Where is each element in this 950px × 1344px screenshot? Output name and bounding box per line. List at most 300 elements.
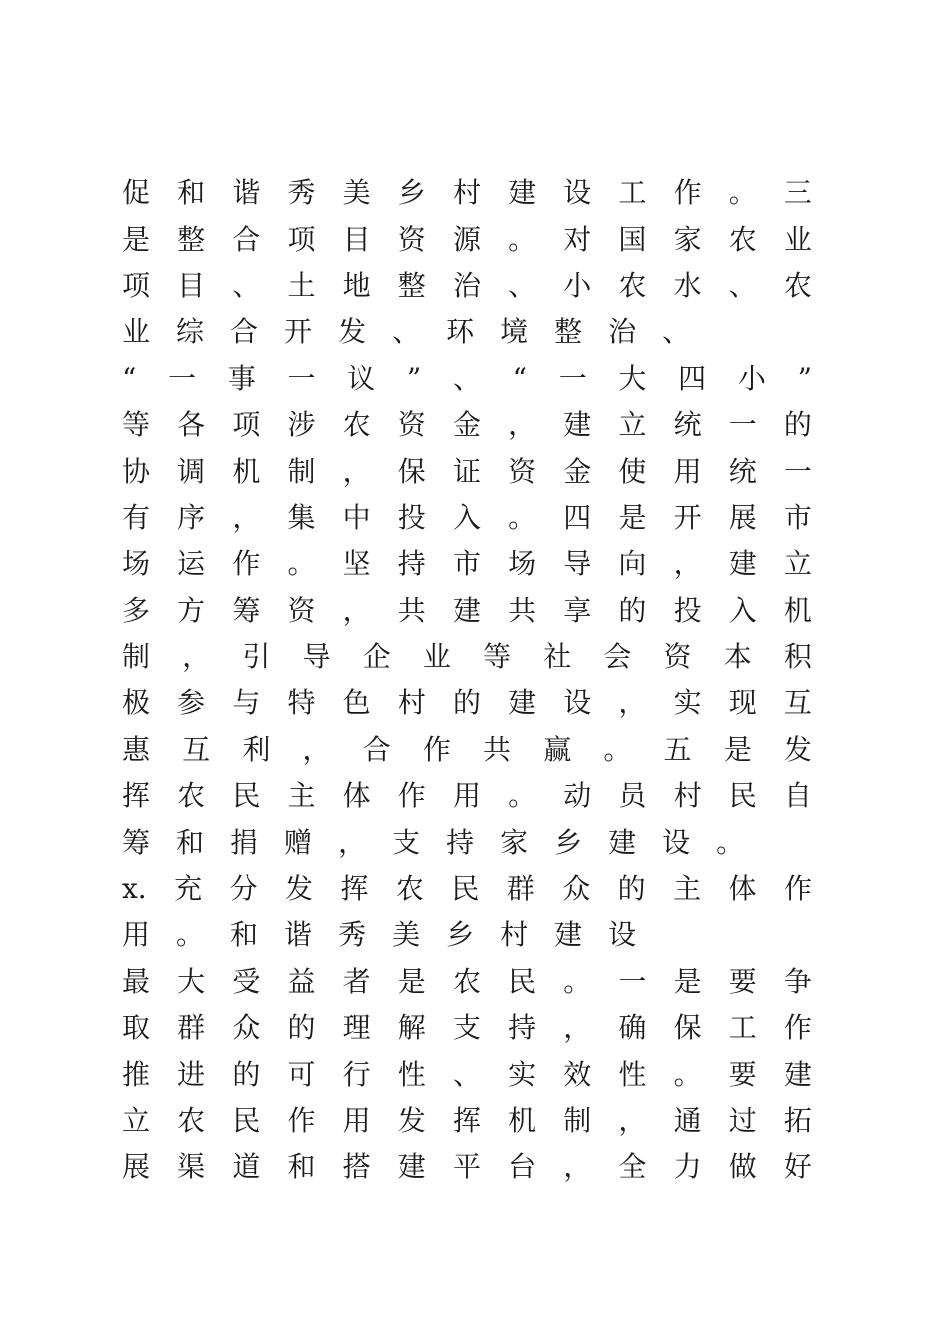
glyph: 秀 (338, 918, 367, 952)
glyph: 、 (452, 361, 481, 395)
glyph: 民 (508, 964, 537, 998)
text-line (122, 634, 812, 680)
glyph: 渠 (177, 1150, 206, 1184)
glyph: 参 (177, 686, 206, 720)
glyph: 效 (563, 1057, 592, 1091)
glyph: 体 (728, 872, 757, 906)
glyph: 民 (232, 779, 261, 813)
glyph: 序 (177, 500, 206, 534)
glyph: 农 (342, 408, 371, 442)
glyph: 乡 (446, 918, 475, 952)
glyph: ， (182, 640, 211, 674)
glyph: 统 (673, 408, 702, 442)
glyph: 多 (122, 593, 151, 627)
glyph: 建 (554, 918, 583, 952)
glyph: 一 (618, 964, 647, 998)
glyph: 市 (783, 500, 812, 534)
glyph: 主 (287, 779, 316, 813)
text-line (122, 448, 812, 494)
glyph: 立 (783, 547, 812, 581)
glyph: 事 (227, 361, 256, 395)
glyph: x. (122, 872, 147, 906)
glyph: 入 (728, 593, 757, 627)
glyph: 保 (397, 454, 426, 488)
glyph: 和 (287, 1150, 316, 1184)
glyph: 村 (673, 779, 702, 813)
glyph: 动 (563, 779, 592, 813)
glyph: 可 (287, 1057, 316, 1091)
glyph: 市 (452, 547, 481, 581)
glyph: 和 (177, 176, 206, 210)
glyph: ， (342, 454, 371, 488)
glyph: 大 (618, 361, 647, 395)
glyph: 的 (617, 872, 646, 906)
glyph: 、 (728, 268, 757, 302)
glyph: 。 (508, 222, 537, 256)
glyph: 员 (618, 779, 647, 813)
glyph: 是 (397, 964, 426, 998)
glyph: 调 (177, 454, 206, 488)
glyph: 持 (397, 547, 426, 581)
glyph: 投 (673, 593, 702, 627)
glyph: 秀 (287, 176, 316, 210)
glyph: 争 (783, 964, 812, 998)
glyph: ， (673, 547, 702, 581)
glyph: 农 (618, 268, 647, 302)
text-line (122, 727, 812, 773)
glyph: 用 (452, 779, 481, 813)
glyph: 一 (728, 408, 757, 442)
glyph: 作 (287, 1104, 316, 1137)
glyph: 运 (177, 547, 206, 581)
glyph: ， (618, 686, 647, 720)
glyph: 环 (446, 315, 475, 349)
glyph: 建 (397, 1150, 426, 1184)
glyph: 、 (392, 315, 421, 349)
glyph: 共 (397, 593, 426, 627)
glyph: 做 (728, 1150, 757, 1184)
glyph: 农 (395, 872, 424, 906)
glyph: 本 (723, 640, 752, 674)
glyph: 整 (554, 315, 583, 349)
glyph: 确 (618, 1011, 647, 1045)
glyph: 拓 (783, 1104, 812, 1137)
glyph: 美 (392, 918, 421, 952)
glyph: 设 (563, 176, 592, 210)
text-line (122, 495, 812, 541)
glyph: 资 (397, 408, 426, 442)
text-line (122, 959, 812, 1005)
glyph: 赠 (284, 825, 313, 859)
glyph: 民 (451, 872, 480, 906)
glyph: 的 (618, 593, 647, 627)
glyph: 众 (232, 1011, 261, 1045)
glyph: 民 (232, 1104, 261, 1137)
glyph: 的 (783, 408, 812, 442)
glyph: 村 (397, 686, 426, 720)
glyph: 等 (122, 408, 151, 442)
glyph: 推 (122, 1057, 151, 1091)
glyph: 建 (452, 593, 481, 627)
glyph: 发 (285, 872, 314, 906)
glyph: 受 (232, 964, 261, 998)
text-line (122, 773, 812, 819)
glyph: 互 (783, 686, 812, 720)
glyph: 现 (728, 686, 757, 720)
glyph: 金 (452, 408, 481, 442)
glyph: 实 (673, 686, 702, 720)
text-line (122, 866, 812, 912)
glyph: 水 (673, 268, 702, 302)
glyph: 建 (508, 686, 537, 720)
text-line (122, 680, 812, 726)
glyph: 捐 (230, 825, 259, 859)
glyph: 享 (563, 593, 592, 627)
text-line (122, 263, 812, 309)
glyph: 赢 (543, 732, 572, 766)
glyph: 展 (728, 500, 757, 534)
glyph: 互 (182, 732, 211, 766)
glyph: 要 (728, 964, 757, 998)
glyph: 设 (662, 825, 691, 859)
glyph: 入 (452, 500, 481, 534)
glyph: 一 (287, 361, 316, 395)
glyph: 综 (176, 315, 205, 349)
glyph: 场 (122, 547, 151, 581)
glyph: 是 (673, 964, 702, 998)
glyph: 农 (177, 1104, 206, 1137)
glyph: 。 (563, 964, 592, 998)
glyph: 中 (342, 500, 371, 534)
text-line (122, 170, 812, 216)
glyph: 挥 (452, 1104, 481, 1137)
glyph: 一 (783, 454, 812, 488)
glyph: 。 (287, 547, 316, 581)
glyph: 业 (422, 640, 451, 674)
glyph: 最 (122, 964, 151, 998)
glyph: 业 (783, 222, 812, 256)
glyph: 解 (397, 1011, 426, 1045)
glyph: 积 (783, 640, 812, 674)
glyph: 一 (168, 361, 197, 395)
glyph: 作 (783, 1011, 812, 1045)
glyph: 要 (728, 1057, 757, 1091)
glyph: 三 (783, 176, 812, 210)
glyph: 进 (177, 1057, 206, 1091)
glyph: 理 (342, 1011, 371, 1045)
glyph: 、 (232, 268, 261, 302)
glyph: 、 (452, 1057, 481, 1091)
glyph: 过 (728, 1104, 757, 1137)
glyph: 村 (500, 918, 529, 952)
glyph: 统 (728, 454, 757, 488)
glyph: 合 (362, 732, 391, 766)
glyph: 者 (342, 964, 371, 998)
glyph: 用 (342, 1104, 371, 1137)
glyph: 机 (232, 454, 261, 488)
glyph: ， (508, 408, 537, 442)
glyph: 作 (232, 547, 261, 581)
glyph: 用 (122, 918, 151, 952)
glyph: 开 (673, 500, 702, 534)
glyph: ， (302, 732, 331, 766)
glyph: 家 (500, 825, 529, 859)
glyph: 发 (338, 315, 367, 349)
glyph: 地 (342, 268, 371, 302)
glyph: 发 (397, 1104, 426, 1137)
glyph: 等 (483, 640, 512, 674)
glyph: 业 (122, 315, 151, 349)
glyph: 作 (397, 779, 426, 813)
glyph: 建 (728, 547, 757, 581)
document-body-text (122, 170, 812, 1191)
glyph: 力 (673, 1150, 702, 1184)
glyph: 立 (618, 408, 647, 442)
glyph: 国 (618, 222, 647, 256)
glyph: 实 (508, 1057, 537, 1091)
glyph: 美 (342, 176, 371, 210)
glyph: 、 (508, 268, 537, 302)
glyph: 方 (177, 593, 206, 627)
glyph: 保 (673, 1011, 702, 1045)
glyph: 制 (122, 640, 151, 674)
glyph: 行 (342, 1057, 371, 1091)
glyph: 。 (508, 779, 537, 813)
glyph: 、 (662, 315, 691, 349)
glyph: 众 (562, 872, 591, 906)
glyph: 搭 (342, 1150, 371, 1184)
glyph: 是 (618, 500, 647, 534)
text-line (122, 819, 812, 865)
glyph: 建 (783, 1057, 812, 1091)
text-line (122, 1005, 812, 1051)
glyph: ， (232, 500, 261, 534)
glyph: 议 (347, 361, 376, 395)
glyph: 资 (287, 593, 316, 627)
glyph: 建 (563, 408, 592, 442)
glyph: 建 (508, 176, 537, 210)
glyph: 道 (232, 1150, 261, 1184)
glyph: 整 (177, 222, 206, 256)
glyph: 治 (452, 268, 481, 302)
glyph: 村 (452, 176, 481, 210)
text-line (122, 402, 812, 448)
glyph: 挥 (122, 779, 151, 813)
glyph: 农 (177, 779, 206, 813)
glyph: 发 (783, 732, 812, 766)
glyph: ， (342, 593, 371, 627)
glyph: “ (122, 361, 137, 395)
glyph: 资 (397, 222, 426, 256)
glyph: 社 (543, 640, 572, 674)
glyph: 项 (287, 222, 316, 256)
glyph: 小 (737, 361, 766, 395)
glyph: 大 (177, 964, 206, 998)
glyph: 共 (508, 593, 537, 627)
glyph: “ (512, 361, 527, 395)
glyph: 农 (728, 222, 757, 256)
glyph: 四 (563, 500, 592, 534)
glyph: 农 (783, 268, 812, 302)
glyph: 。 (176, 918, 205, 952)
glyph: 支 (452, 1011, 481, 1045)
glyph: 机 (783, 593, 812, 627)
glyph: 境 (500, 315, 529, 349)
glyph: 的 (452, 686, 481, 720)
glyph: 会 (603, 640, 632, 674)
glyph: 取 (122, 1011, 151, 1045)
glyph: 主 (673, 872, 702, 906)
glyph: 筹 (232, 593, 261, 627)
glyph: 支 (392, 825, 421, 859)
text-line (122, 1051, 812, 1097)
glyph: ” (406, 361, 422, 395)
glyph: 对 (563, 222, 592, 256)
glyph: 通 (673, 1104, 702, 1137)
glyph: 工 (618, 176, 647, 210)
glyph: 与 (232, 686, 261, 720)
glyph: 各 (177, 408, 206, 442)
glyph: 制 (563, 1104, 592, 1137)
glyph: 极 (122, 686, 151, 720)
glyph: 共 (483, 732, 512, 766)
glyph: 持 (508, 1011, 537, 1045)
glyph: 目 (177, 268, 206, 302)
glyph: 五 (663, 732, 692, 766)
glyph: 协 (122, 454, 151, 488)
glyph: 金 (563, 454, 592, 488)
glyph: 特 (287, 686, 316, 720)
glyph: 使 (618, 454, 647, 488)
glyph: 立 (122, 1104, 151, 1137)
glyph: 促 (122, 176, 151, 210)
glyph: ， (563, 1011, 592, 1045)
glyph: 合 (232, 222, 261, 256)
glyph: 筹 (122, 825, 151, 859)
glyph: 惠 (122, 732, 151, 766)
text-line (122, 541, 812, 587)
glyph: 四 (678, 361, 707, 395)
glyph: 场 (508, 547, 537, 581)
glyph: 目 (342, 222, 371, 256)
glyph: 企 (362, 640, 391, 674)
glyph: 家 (673, 222, 702, 256)
glyph: 治 (608, 315, 637, 349)
glyph: 资 (508, 454, 537, 488)
glyph: 设 (608, 918, 637, 952)
glyph: 展 (122, 1150, 151, 1184)
glyph: 一 (558, 361, 587, 395)
glyph: 乡 (397, 176, 426, 210)
text-line (122, 1144, 812, 1190)
glyph: 建 (608, 825, 637, 859)
glyph: 群 (177, 1011, 206, 1045)
glyph: 资 (663, 640, 692, 674)
glyph: 。 (603, 732, 632, 766)
text-line (122, 912, 812, 958)
glyph: 是 (122, 222, 151, 256)
glyph: 持 (446, 825, 475, 859)
glyph: 作 (783, 872, 812, 906)
glyph: 涉 (287, 408, 316, 442)
glyph: 作 (673, 176, 702, 210)
glyph: 向 (618, 547, 647, 581)
glyph: 农 (452, 964, 481, 998)
glyph: 利 (242, 732, 271, 766)
glyph: 投 (397, 500, 426, 534)
glyph: 乡 (554, 825, 583, 859)
glyph: 平 (452, 1150, 481, 1184)
glyph: 导 (563, 547, 592, 581)
glyph: 作 (422, 732, 451, 766)
text-line (122, 1098, 812, 1144)
glyph: 谐 (232, 176, 261, 210)
text-line (122, 309, 812, 355)
glyph: 台 (508, 1150, 537, 1184)
glyph: 性 (618, 1057, 647, 1091)
glyph: 集 (287, 500, 316, 534)
glyph: 好 (783, 1150, 812, 1184)
glyph: 色 (342, 686, 371, 720)
glyph: 的 (287, 1011, 316, 1045)
glyph: 合 (230, 315, 259, 349)
glyph: 坚 (342, 547, 371, 581)
glyph: 。 (728, 176, 757, 210)
glyph: ， (618, 1104, 647, 1137)
glyph: 。 (673, 1057, 702, 1091)
glyph: 有 (122, 500, 151, 534)
glyph: 项 (122, 268, 151, 302)
glyph: ” (797, 361, 812, 395)
glyph: 。 (508, 500, 537, 534)
text-line (122, 588, 812, 634)
glyph: 用 (673, 454, 702, 488)
glyph: 是 (723, 732, 752, 766)
text-line (122, 216, 812, 262)
glyph: 体 (342, 779, 371, 813)
text-line (122, 356, 812, 402)
glyph: 群 (506, 872, 535, 906)
glyph: 证 (452, 454, 481, 488)
glyph: 制 (287, 454, 316, 488)
glyph: 土 (287, 268, 316, 302)
glyph: 工 (728, 1011, 757, 1045)
glyph: ， (338, 825, 367, 859)
glyph: 谐 (284, 918, 313, 952)
glyph: ， (563, 1150, 592, 1184)
glyph: 分 (229, 872, 258, 906)
glyph: 益 (287, 964, 316, 998)
glyph: 和 (176, 825, 205, 859)
glyph: 导 (302, 640, 331, 674)
glyph: 挥 (340, 872, 369, 906)
glyph: 项 (232, 408, 261, 442)
glyph: 源 (452, 222, 481, 256)
glyph: 小 (563, 268, 592, 302)
glyph: 全 (618, 1150, 647, 1184)
glyph: 引 (242, 640, 271, 674)
glyph: 开 (284, 315, 313, 349)
glyph: 和 (230, 918, 259, 952)
glyph: 性 (397, 1057, 426, 1091)
glyph: 民 (728, 779, 757, 813)
glyph: 整 (397, 268, 426, 302)
glyph: 充 (174, 872, 203, 906)
glyph: 。 (716, 825, 745, 859)
glyph: 的 (232, 1057, 261, 1091)
glyph: 自 (783, 779, 812, 813)
glyph: 设 (563, 686, 592, 720)
